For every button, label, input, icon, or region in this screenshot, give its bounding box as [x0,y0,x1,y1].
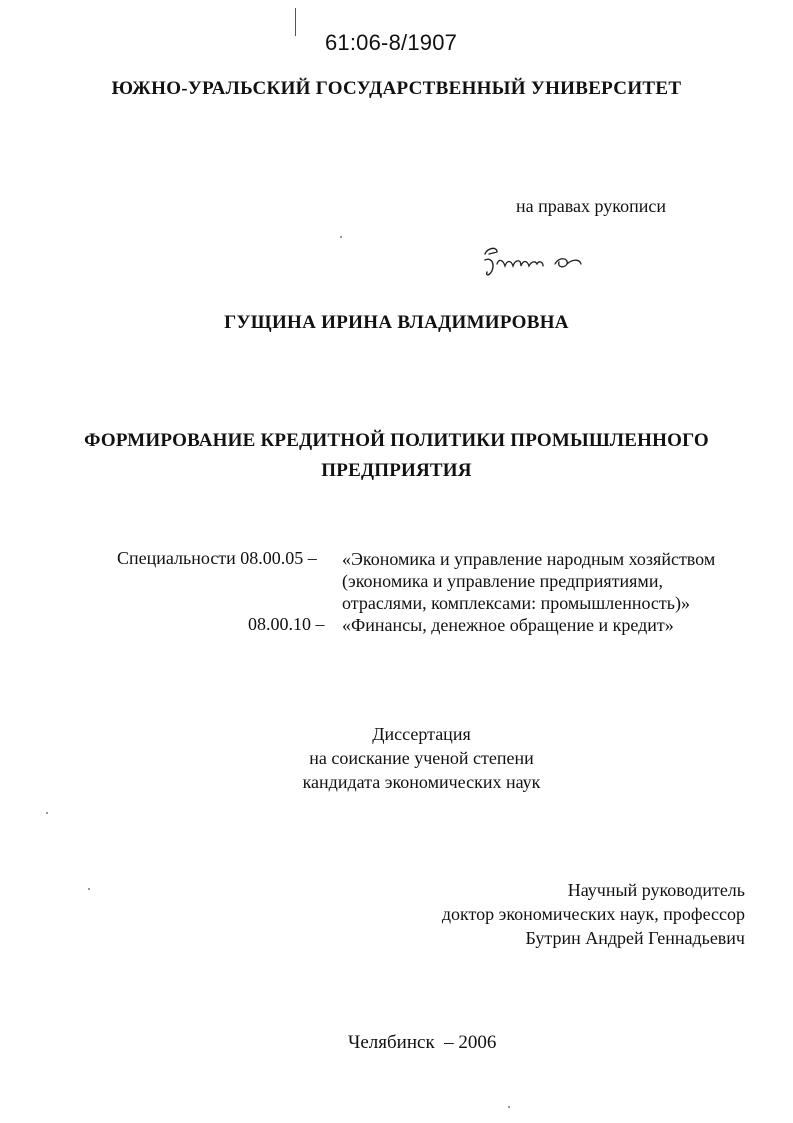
degree-statement [0,722,793,794]
scan-speck [46,812,48,814]
scan-speck [508,1106,510,1108]
scan-speck [88,888,90,890]
advisor-role: Научный руководитель [567,880,745,900]
advisor-name: Бутрин Андрей Геннадьевич [525,928,745,948]
city-year [348,1032,496,1054]
city: Челябинск [348,1032,435,1053]
author-name: ГУЩИНА ИРИНА ВЛАДИМИРОВНА [224,312,569,333]
specialties-label: Специальности 08.00.05 – [117,548,317,568]
handwritten-signature [475,238,595,286]
specialty-first-line-2: (экономика и управление предприятиями, [342,571,663,591]
degree-line-1: Диссертация [372,724,471,744]
scan-artifact-line [295,8,296,36]
title-line-2: ПРЕДПРИЯТИЯ [321,460,472,481]
specialty-first-line-1: «Экономика и управление народным хозяйством [342,549,716,569]
degree-line-2: на соискание ученой степени [309,748,534,768]
degree-line-3: кандидата экономических наук [302,772,541,792]
title-line-1: ФОРМИРОВАНИЕ КРЕДИТНОЙ ПОЛИТИКИ ПРОМЫШЛЕННОГО [84,430,709,451]
scan-speck [340,236,342,238]
dissertation-title [60,426,733,486]
specialty-second-description: «Финансы, денежное обращение и кредит» [342,615,674,635]
manuscript-note: на правах рукописи [516,196,666,216]
library-stamp-number: 61:06-8/1907 [325,30,458,55]
specialty-second-code: 08.00.10 – [248,614,325,634]
university-name: ЮЖНО-УРАЛЬСКИЙ ГОСУДАРСТВЕННЫЙ УНИВЕРСИТЕТ [111,78,682,99]
year: – 2006 [444,1032,497,1053]
advisor-credentials: доктор экономических наук, профессор [441,904,745,924]
scientific-advisor [442,878,745,950]
specialty-first-line-3: отраслями, комплексами: промышленность)» [342,593,690,613]
specialty-first-description [342,548,715,614]
